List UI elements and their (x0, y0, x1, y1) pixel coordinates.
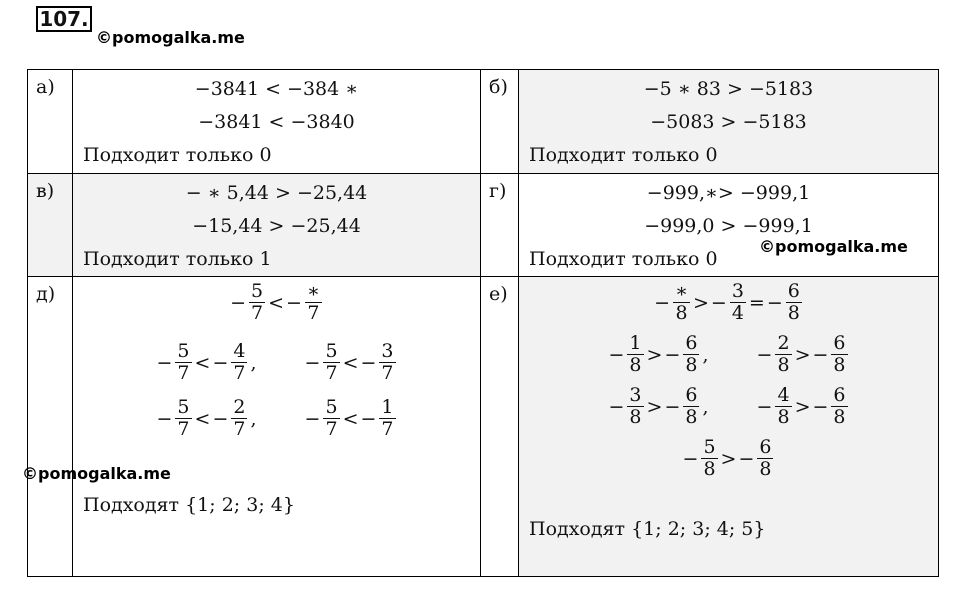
watermark-mid: ©pomogalka.me (759, 236, 908, 256)
table-row (28, 277, 939, 577)
cell-b-line-2: −5083 > −5183 (650, 111, 807, 133)
watermark-bottom: ©pomogalka.me (22, 464, 171, 483)
cell-d-line-3: − $\frac{5}{7}$ < − $\frac{2}{7}$ , − $\frac{5}{7}$ < − $\frac{1}{7}$ (156, 396, 394, 441)
cell-g (519, 173, 939, 277)
cell-d-line-1: − $\frac{5}{7}$ < − $\frac{∗}{7}$ (230, 280, 320, 325)
cell-d-label: д) (28, 277, 73, 577)
cell-b (519, 70, 939, 174)
cell-v-line-2: −15,44 > −25,44 (192, 214, 361, 237)
table-row (28, 70, 939, 174)
cell-d (73, 277, 481, 577)
cell-b-label: б) (481, 70, 519, 174)
table-row (28, 173, 939, 277)
cell-a-label: а) (28, 70, 73, 174)
cell-b-line-1: −5 ∗ 83 > −5183 (643, 78, 814, 100)
cell-g-answer: Подходит только 0 (529, 247, 718, 270)
cell-e (519, 277, 939, 577)
cell-b-answer: Подходит только 0 (529, 144, 718, 166)
cell-d-line-2: − $\frac{5}{7}$ < − $\frac{4}{7}$ , − $\frac{5}{7}$ < − $\frac{3}{7}$ (156, 340, 394, 385)
cell-v (73, 173, 481, 277)
cell-a-line-2: −3841 < −3840 (198, 111, 355, 133)
cell-a-answer: Подходит только 0 (83, 144, 272, 166)
cell-e-label: е) (481, 277, 519, 577)
cell-e-answer: Подходят {1; 2; 3; 4; 5} (529, 518, 766, 541)
cell-v-answer: Подходит только 1 (83, 247, 272, 270)
exercise-number: 107. (36, 6, 92, 32)
cell-g-label: г) (481, 173, 519, 277)
cell-g-line-1: −999,∗> −999,1 (646, 181, 811, 204)
cell-e-line-1: − $\frac{∗}{8}$ > − $\frac{3}{4}$ = − $\frac{6}{8}$ (654, 280, 800, 325)
cell-d-answer: Подходят {1; 2; 3; 4} (83, 494, 295, 517)
cell-e-line-2: − $\frac{1}{8}$ > − $\frac{6}{8}$ , − $\frac{2}{8}$ > − $\frac{6}{8}$ (608, 332, 846, 377)
cell-v-line-1: − ∗ 5,44 > −25,44 (185, 181, 368, 204)
solution-table (27, 69, 939, 577)
cell-a (73, 70, 481, 174)
cell-e-line-4: − $\frac{5}{8}$ > − $\frac{6}{8}$ (682, 436, 772, 481)
cell-g-line-2: −999,0 > −999,1 (644, 214, 813, 237)
cell-a-line-1: −3841 < −384 ∗ (194, 78, 359, 100)
cell-e-line-3: − $\frac{3}{8}$ > − $\frac{6}{8}$ , − $\frac{4}{8}$ > − $\frac{6}{8}$ (608, 384, 846, 429)
cell-v-label: в) (28, 173, 73, 277)
watermark-top: ©pomogalka.me (96, 28, 245, 47)
